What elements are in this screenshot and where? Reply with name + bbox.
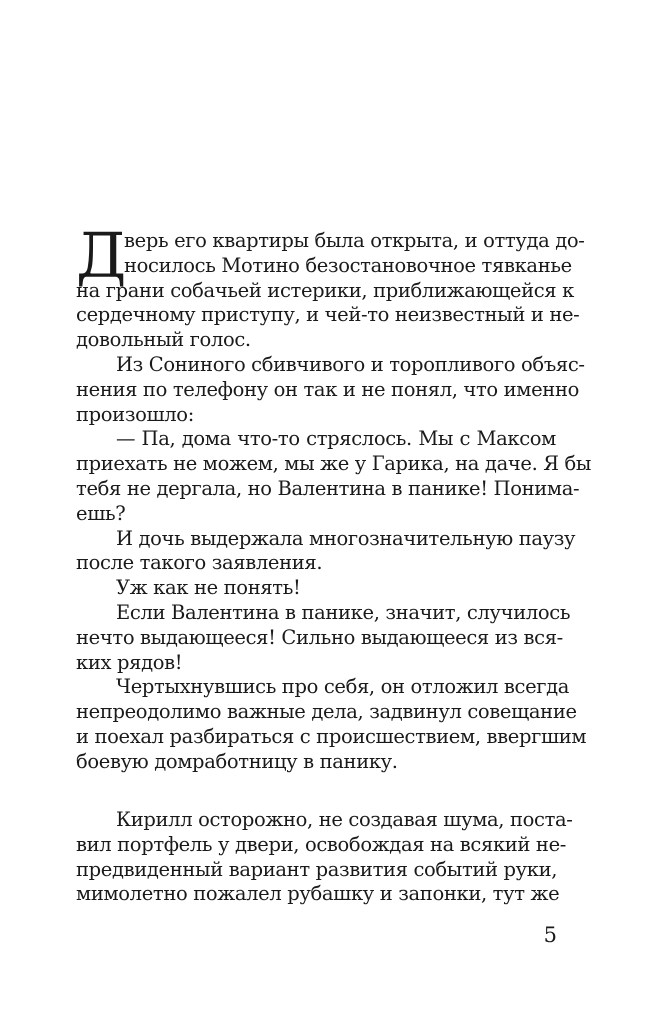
text-line: и поехал разбираться с происшествием, ввергшим	[76, 724, 587, 748]
text-line: предвиденный вариант развития событий руки,	[76, 857, 558, 881]
text-line: произошло:	[76, 402, 194, 426]
text-line: приехать не можем, мы же у Гарика, на даче. Я бы	[76, 452, 592, 476]
text-line: сердечному приступу, и чей-то неизвестный и не-	[76, 303, 580, 327]
text-line: ких рядов!	[76, 650, 183, 674]
text-line: нения по телефону он так и не понял, что именно	[76, 377, 579, 401]
text-line: довольный голос.	[76, 328, 251, 352]
text-line: верь его квартиры была открыта, и оттуда до-	[124, 229, 585, 252]
text-line: Уж как не понять!	[116, 576, 301, 600]
text-line: боевую домработницу в панику.	[76, 749, 398, 773]
drop-cap: Д	[76, 219, 127, 292]
text-line: Если Валентина в панике, значит, случилось	[116, 600, 571, 624]
text-line: вил портфель у двери, освобождая на всякий не-	[76, 832, 567, 856]
text-line: после такого заявления.	[76, 551, 323, 575]
text-line: Кирилл осторожно, не создавая шума, поста-	[116, 808, 573, 831]
text-line: — Па, дома что-то стряслось. Мы с Максом	[116, 427, 556, 451]
text-line: Чертыхнувшись про себя, он отложил всегда	[116, 675, 570, 699]
text-line: Из Сониного сбивчивого и торопливого объяс-	[116, 352, 585, 376]
text-line: носилось Мотино безостановочное тявканье	[124, 253, 572, 277]
text-section-1	[76, 219, 592, 775]
text-line: непреодолимо важные дела, задвинул совещание	[76, 700, 577, 724]
text-line: мимолетно пожалел рубашку и запонки, тут же	[76, 882, 560, 906]
text-line: И дочь выдержала многозначительную паузу	[116, 526, 576, 550]
page-number: 5	[543, 923, 557, 947]
text-line: на грани собачьей истерики, приближающейся к	[76, 278, 574, 302]
text-section-2	[76, 808, 573, 907]
text-line: ешь?	[76, 501, 126, 525]
text-line: нечто выдающееся! Сильно выдающееся из вся-	[76, 625, 563, 649]
text-line: тебя не дергала, но Валентина в панике! Понима-	[76, 476, 580, 500]
